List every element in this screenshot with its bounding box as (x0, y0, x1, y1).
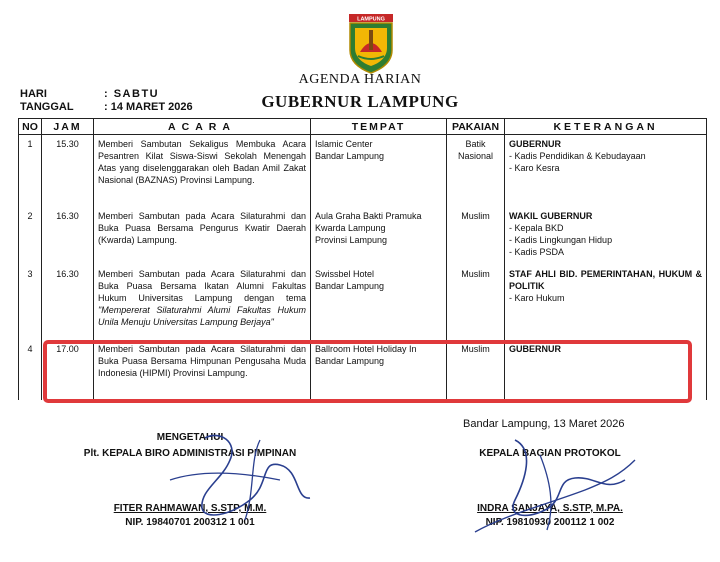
table-header-row (19, 119, 707, 135)
row-pakaian (447, 265, 505, 340)
row-acara: Memberi Sambutan pada Acara Silaturahmi dan Buka Puasa Bersama Pengurus Kwatir Daerah (Kwarda) Lampung. (94, 207, 311, 265)
agenda-title: AGENDA HARIAN (298, 72, 422, 87)
row-no: 4 (19, 340, 42, 400)
tempat-line: Swissbel Hotel (315, 268, 375, 279)
lampung-emblem-logo (346, 12, 396, 74)
row-pakaian (447, 135, 505, 207)
ket-item: - Kadis Pendidikan & Kebudayaan (509, 151, 646, 161)
tempat-line: Islamic Center (315, 139, 373, 149)
acara-theme: "Mempererat Silaturahmi Alumi Fakultas Hukum Unila Menuju Universitas Lampung Berjaya" (98, 304, 306, 327)
acara-text: Memberi Sambutan pada Acara Silaturahmi dan Buka Puasa Bersama Ikatan Alumni Fakultas Hukum Universitas Lampung dengan tema (98, 268, 306, 303)
row-acara (94, 265, 311, 340)
highlight-box (43, 340, 692, 403)
row-tempat (311, 135, 447, 207)
ket-head: GUBERNUR (509, 343, 562, 354)
right-signatory-title: KEPALA BAGIAN PROTOKOL (479, 448, 621, 459)
row-no: 3 (19, 265, 42, 340)
tempat-line: Aula Graha Bakti Pramuka (315, 210, 422, 221)
office-title: GUBERNUR LAMPUNG (261, 92, 459, 111)
ket-item: - Kadis Lingkungan Hidup (509, 234, 613, 245)
row-pakaian (447, 207, 505, 265)
row-jam: 17.00 (42, 340, 94, 400)
row-no: 1 (19, 135, 42, 207)
row-keterangan (505, 135, 707, 207)
right-signature (455, 420, 675, 540)
pakaian-line: Muslim (461, 343, 490, 354)
tempat-line: Ballroom Hotel Holiday In (315, 343, 417, 354)
left-signatory-name: FITER RAHMAWAN, S.STP, M.M. (113, 503, 267, 514)
tempat-line: Bandar Lampung (315, 355, 385, 366)
table-row (19, 135, 707, 207)
left-signatory-label: MENGETAHUI (156, 432, 224, 443)
pakaian-line: Nasional (457, 151, 494, 161)
ket-item: - Karo Kesra (509, 163, 560, 173)
day-label: HARI (20, 88, 47, 100)
row-keterangan (505, 265, 707, 340)
right-signatory-nip: NIP. 19810930 200112 1 002 (485, 517, 615, 528)
date-label: TANGGAL (20, 101, 74, 113)
pakaian-line: Muslim (461, 210, 490, 221)
day-value: : SABTU (104, 88, 160, 100)
table-row (19, 207, 707, 265)
place-date: Bandar Lampung, 13 Maret 2026 (463, 418, 625, 430)
left-signature (110, 420, 330, 535)
pakaian-line: Batik (465, 139, 486, 149)
col-header-acara: ACARA (94, 119, 311, 135)
ket-item: - Karo Hukum (509, 292, 565, 303)
row-tempat (311, 207, 447, 265)
left-signatory-title: Plt. KEPALA BIRO ADMINISTRASI PIMPINAN (83, 448, 297, 459)
row-no: 2 (19, 207, 42, 265)
pakaian-line: Muslim (461, 268, 490, 279)
col-header-pakaian: PAKAIAN (447, 119, 505, 135)
col-header-tempat: TEMPAT (311, 119, 447, 135)
right-signatory-name: INDRA SANJAYA, S.STP, M.PA. (477, 503, 623, 514)
row-keterangan (505, 207, 707, 265)
row-jam: 16.30 (42, 207, 94, 265)
ket-item: - Kepala BKD (509, 222, 564, 233)
row-tempat (311, 265, 447, 340)
date-value: : 14 MARET 2026 (104, 101, 193, 113)
ket-head: WAKIL GUBERNUR (509, 210, 593, 221)
ket-item: - Kadis PSDA (509, 246, 565, 257)
row-jam: 16.30 (42, 265, 94, 340)
tempat-line: Bandar Lampung (315, 151, 385, 161)
col-header-jam: JAM (42, 119, 94, 135)
col-header-keterangan: KETERANGAN (505, 119, 707, 135)
row-jam: 15.30 (42, 135, 94, 207)
logo-text: LAMPUNG (357, 16, 385, 23)
tempat-line: Bandar Lampung (315, 280, 385, 291)
table-row (19, 265, 707, 340)
tempat-line: Kwarda Lampung (315, 222, 386, 233)
ket-head: STAF AHLI BID. PEMERINTAHAN, HUKUM & POLITIK (509, 268, 702, 291)
left-signatory-nip: NIP. 19840701 200312 1 001 (125, 517, 255, 528)
acara-text: Memberi Sambutan pada Acara Silaturahmi dan Buka Puasa Bersama Himpunan Pengusaha Muda Indonesia (HIPMI) Provinsi Lampung. (98, 343, 306, 378)
col-header-no: NO (19, 119, 42, 135)
ket-head: GUBERNUR (509, 139, 562, 149)
tempat-line: Provinsi Lampung (315, 234, 388, 245)
row-acara: Memberi Sambutan Sekaligus Membuka Acara Pesantren Kilat Siswa-Siswi Sekolah Menengah Atas yang diselenggarakan oleh Badan Amil Zakat Nasional (BAZNAS) Provinsi Lampung. (94, 135, 311, 207)
